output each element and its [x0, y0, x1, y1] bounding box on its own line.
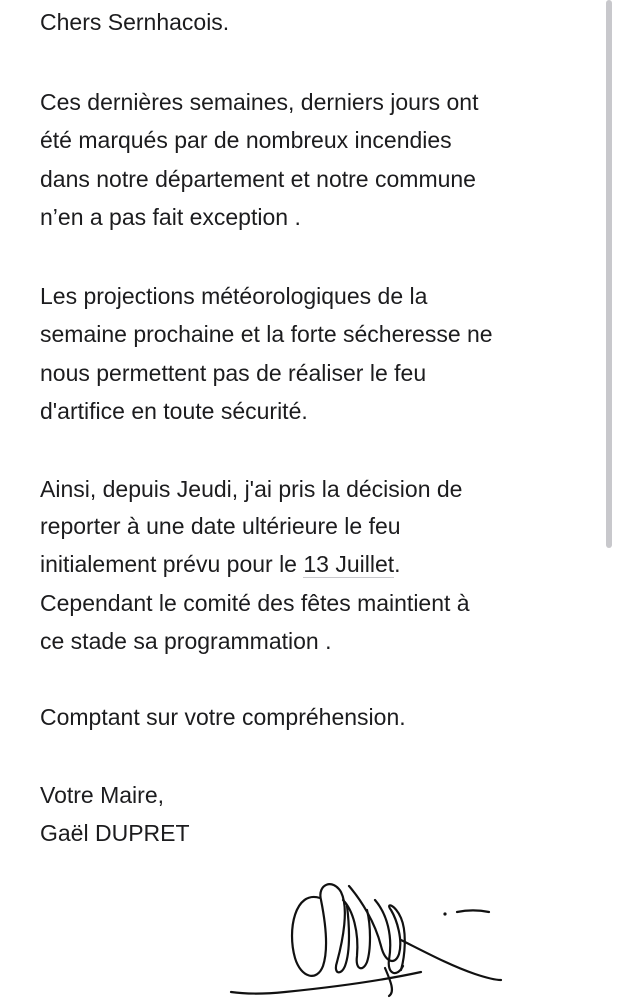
paragraph2-line2: semaine prochaine et la forte sécheresse ne	[40, 321, 493, 347]
closing-line: Comptant sur votre compréhension.	[40, 704, 406, 730]
paragraph3-line5: ce stade sa programmation .	[40, 628, 332, 654]
paragraph1-line4: n’en a pas fait exception .	[40, 204, 301, 230]
author-name: Gaël DUPRET	[40, 820, 190, 846]
paragraph2-line4: d'artifice en toute sécurité.	[40, 398, 308, 424]
greeting: Chers Sernhacois.	[40, 9, 230, 35]
paragraph3-line3-suffix: .	[394, 551, 401, 577]
handwritten-signature	[225, 870, 515, 1000]
paragraph3-line2: reporter à une date ultérieure le feu	[40, 513, 401, 539]
paragraph1-line3: dans notre département et notre commune	[40, 166, 476, 192]
paragraph3-line1: Ainsi, depuis Jeudi, j'ai pris la décision de	[40, 476, 463, 502]
paragraph2-line3: nous permettent pas de réaliser le feu	[40, 360, 427, 386]
signoff-line: Votre Maire,	[40, 782, 164, 808]
paragraph3-line4: Cependant le comité des fêtes maintient à	[40, 590, 470, 616]
paragraph3-line3	[40, 549, 401, 579]
scrollbar[interactable]	[606, 0, 612, 548]
paragraph1-line1: Ces dernières semaines, derniers jours ont	[40, 89, 479, 115]
date-link[interactable]: 13 Juillet	[303, 551, 395, 577]
paragraph1-line2: été marqués par de nombreux incendies	[40, 127, 452, 153]
paragraph2-line1: Les projections météorologiques de la	[40, 283, 428, 309]
paragraph3-line3-prefix: initialement prévu pour le	[40, 551, 304, 577]
